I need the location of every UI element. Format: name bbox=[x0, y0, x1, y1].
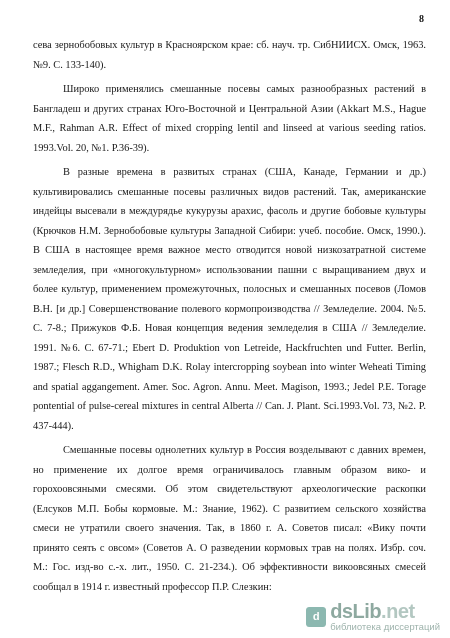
document-body bbox=[33, 36, 426, 602]
paragraph: Широко применялись смешанные посевы самых разнообразных растений в Бангладеш и других странах Юго-Восточной и Центральной Азии (Akkart M.S., Hague M.F., Rahman A.R. Effect of mixed cropping lentil and linseed at various seeding ratios. 1993.Vol. 20, №1. P.36-39). bbox=[33, 84, 426, 154]
page-number: 8 bbox=[419, 14, 424, 25]
dslib-logo-icon: d bbox=[306, 607, 326, 627]
paragraph: Смешанные посевы однолетних культур в Россия возделывают с давних времен, но применение их долгое время ограничивалось главным образом вико- и горохоовсяными смесями. Об этом свидетельствуют археологические раскопки (Елсуков М.П. Бобы кормовые. М.: Знание, 1962). С развитием сельского хозяйства смеси не утратили своего значения. Так, в 1860 г. А. Советов писал: «Вику почти принято сеять с овсом» (Советов А. О разведении кормовых трав на полях. Избр. соч. М.: Гос. изд-во с.-х. лит., 1950. С. 21-234.). Об эффективности викоовсяных смесей сообщал в 1914 г. известный профессор П.Р. Слезкин: bbox=[33, 445, 426, 593]
watermark-brand: dsLib.net bbox=[330, 600, 415, 623]
watermark-subtitle: библиотека диссертаций bbox=[330, 621, 440, 633]
paragraph: сева зернобобовых культур в Красноярском крае: сб. науч. тр. СибНИИСХ. Омск, 1963. №9. С. 133-140). bbox=[33, 40, 426, 71]
paragraph: В разные времена в развитых странах (США, Канаде, Германии и др.) культивировались смешанные посевы различных видов растений. Так, американские индейцы высевали в междурядье кукурузы арахис, фасоль и другие бобовые культуры (Крючков Н.М. Зернобобовые культуры Западной Сибири: учеб. пособие. Омск, 1990.). В США в настоящее время важное место отводится новой низкозатратной системе земледелия, при «многокультурном» использовании пашни с выращиванием двух и более культур, применением промежуточных, полосных и смешанных посевов (Ломов В.Н. [и др.] Совершенствование полевого кормопроизводства // Земледелие. 2004. №5. С. 7-8.; Прижуков Ф.Б. Новая концепция ведения земледелия в США // Земледелие. 1991. №6. С. 67-71.; Ebert D. Produktion von Letreide, Hackfruchten und Futter. Berlin, 1987.; Flesch R.D., Whigham D.K. Rolay intercropping soybean into winter Weheati Timing and spatial aggangement. Amer. Soc. Agron. Annu. Meet. Magison, 1993.; Jedel P.E. Torage pontential of pulse-cereal mixtures in central Alberta // Can. J. Plant. Sci.1993.Vol. 73, №2. P. 437-444). bbox=[33, 167, 426, 432]
site-watermark bbox=[306, 602, 440, 633]
